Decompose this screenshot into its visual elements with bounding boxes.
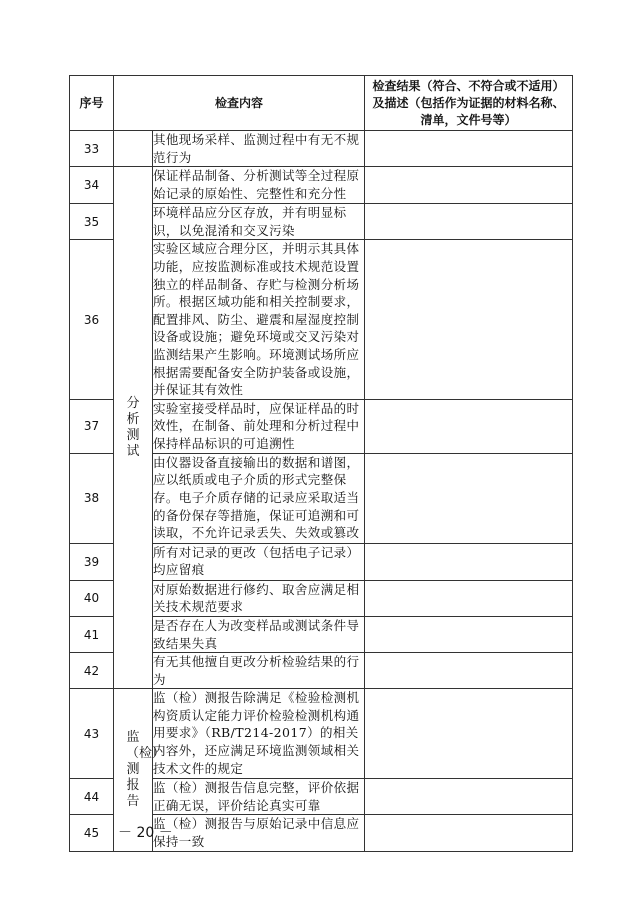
row-content: 所有对记录的更改（包括电子记录）均应留痕 bbox=[153, 543, 365, 580]
row-num: 35 bbox=[70, 204, 114, 240]
result-cell[interactable] bbox=[365, 399, 573, 453]
result-cell[interactable] bbox=[365, 167, 573, 204]
row-num: 37 bbox=[70, 399, 114, 453]
result-cell[interactable] bbox=[365, 653, 573, 689]
header-content: 检查内容 bbox=[114, 76, 365, 131]
row-num: 45 bbox=[70, 815, 114, 851]
row-content: 对原始数据进行修约、取舍应满足相关技术规范要求 bbox=[153, 580, 365, 616]
row-content: 是否存在人为改变样品或测试条件导致结果失真 bbox=[153, 616, 365, 652]
row-num: 34 bbox=[70, 167, 114, 204]
row-content: 实验区域应合理分区，并明示其具体功能，应按监测标准或技术规范设置独立的样品制备、存贮与检测分析场所。根据区域功能和相关控制要求，配置排风、防尘、避震和屋湿度控制设备或设施；避免环境或交叉污染对监测结果产生影响。环境测试场所应根据需要配备安全防护装备或设施，并保证其有效性 bbox=[153, 240, 365, 399]
category-analysis bbox=[114, 167, 153, 689]
row-num: 36 bbox=[70, 240, 114, 399]
category-label: 分析测试 bbox=[126, 395, 140, 459]
result-cell[interactable] bbox=[365, 616, 573, 652]
header-row bbox=[70, 76, 573, 131]
result-cell[interactable] bbox=[365, 580, 573, 616]
result-cell[interactable] bbox=[365, 204, 573, 240]
table-row bbox=[70, 689, 573, 779]
row-content: 监（检）测报告信息完整，评价依据正确无误，评价结论真实可靠 bbox=[153, 779, 365, 815]
row-content: 其他现场采样、监测过程中有无不规范行为 bbox=[153, 131, 365, 167]
row-content: 保证样品制备、分析测试等全过程原始记录的原始性、完整性和充分性 bbox=[153, 167, 365, 204]
table-row bbox=[70, 131, 573, 167]
row-num: 33 bbox=[70, 131, 114, 167]
row-num: 44 bbox=[70, 779, 114, 815]
result-cell[interactable] bbox=[365, 779, 573, 815]
result-cell[interactable] bbox=[365, 689, 573, 779]
row-num: 38 bbox=[70, 453, 114, 543]
row-num: 39 bbox=[70, 543, 114, 580]
result-cell[interactable] bbox=[365, 453, 573, 543]
category-blank bbox=[114, 131, 153, 167]
table-row bbox=[70, 167, 573, 204]
category-label: 监（检）测报告 bbox=[126, 729, 166, 809]
row-content: 由仪器设备直接输出的数据和谱图，应以纸质或电子介质的形式完整保存。电子介质存储的记录应采取适当的备份保存等措施，保证可追溯和可读取，不允许记录丢失、失效或篡改 bbox=[153, 453, 365, 543]
result-cell[interactable] bbox=[365, 131, 573, 167]
row-content: 有无其他擅自更改分析检验结果的行为 bbox=[153, 653, 365, 689]
page-number: － 20 － bbox=[118, 825, 173, 841]
result-cell[interactable] bbox=[365, 543, 573, 580]
checklist-table bbox=[69, 75, 573, 852]
header-result: 检查结果（符合、不符合或不适用）及描述（包括作为证据的材料名称、清单，文件号等） bbox=[365, 76, 573, 131]
row-num: 41 bbox=[70, 616, 114, 652]
result-cell[interactable] bbox=[365, 240, 573, 399]
row-num: 43 bbox=[70, 689, 114, 779]
row-content: 监（检）测报告除满足《检验检测机构资质认定能力评价检验检测机构通用要求》（RB/T214-2017）的相关内容外，还应满足环境监测领域相关技术文件的规定 bbox=[153, 689, 365, 779]
row-content: 环境样品应分区存放，并有明显标识，以免混淆和交叉污染 bbox=[153, 204, 365, 240]
row-num: 42 bbox=[70, 653, 114, 689]
row-num: 40 bbox=[70, 580, 114, 616]
row-content: 监（检）测报告与原始记录中信息应保持一致 bbox=[153, 815, 365, 851]
header-num: 序号 bbox=[70, 76, 114, 131]
row-content: 实验室接受样品时，应保证样品的时效性，在制备、前处理和分析过程中保持样品标识的可追溯性 bbox=[153, 399, 365, 453]
